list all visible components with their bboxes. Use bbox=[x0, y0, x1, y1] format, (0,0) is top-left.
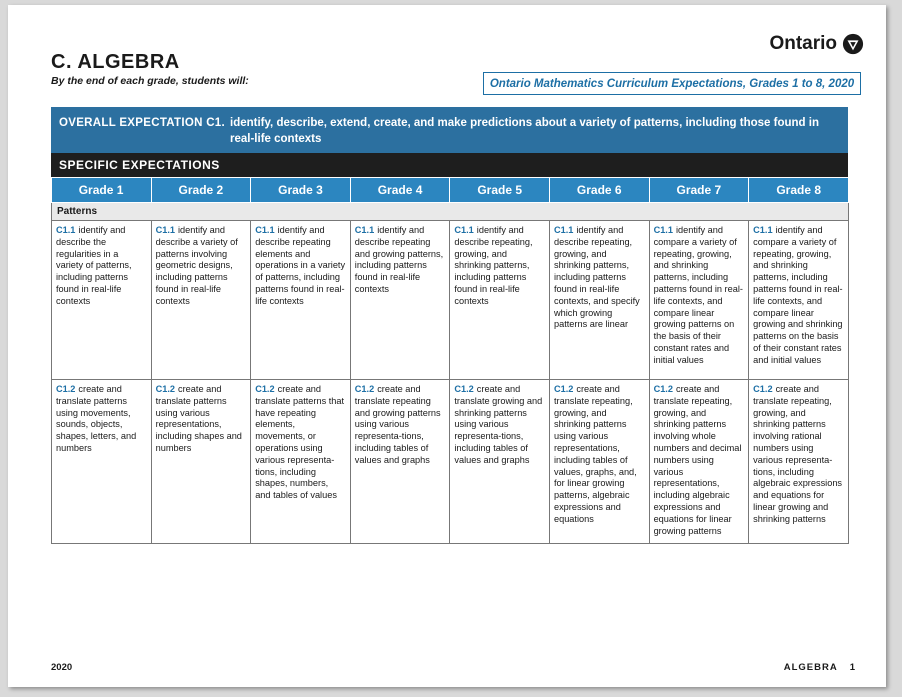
expectation-text: create and translate repeating, growing, and shrinking patterns involving rational numbers using various representa-tions, including algebraic expressions and equations for linear growing and shrinking patterns bbox=[753, 384, 843, 524]
expectation-text: identify and compare a variety of repeating, growing, and shrinking patterns, including patterns found in real-life contexts, and compare linear growing patterns on the basis of their constant rates and initial values bbox=[653, 225, 743, 365]
expectation-text: identify and describe repeating, growing, and shrinking patterns, including patterns found in real-life contexts, and specify which growing patterns are linear bbox=[553, 225, 640, 330]
footer-year: 2020 bbox=[51, 662, 73, 673]
expectations-table bbox=[51, 178, 849, 544]
footer-page-number: 1 bbox=[849, 662, 856, 673]
grade-header-row bbox=[52, 178, 849, 203]
ontario-logo bbox=[769, 33, 864, 55]
expectation-code: C1.2 bbox=[653, 384, 673, 394]
logo-text: Ontario bbox=[769, 33, 837, 54]
table-cell bbox=[151, 221, 251, 380]
expectation-text: create and translate patterns using movements, sounds, objects, shapes, letters, and numbers bbox=[56, 384, 137, 453]
table-cell bbox=[251, 221, 351, 380]
expectation-code: C1.1 bbox=[155, 225, 176, 235]
grade-header: Grade 2 bbox=[151, 178, 251, 203]
table-cell bbox=[649, 221, 749, 380]
overall-expectation-text: identify, describe, extend, create, and make predictions about a variety of patterns, including those found in real-life contexts bbox=[230, 117, 819, 145]
expectation-code: C1.1 bbox=[553, 225, 574, 235]
footer-section-name: ALGEBRA bbox=[783, 662, 838, 673]
table-cell bbox=[251, 380, 351, 544]
expectation-text: identify and describe the regularities in a variety of patterns, including patterns found in real-life contexts bbox=[56, 225, 132, 306]
expectation-text: create and translate repeating and growing patterns using various representa-tions, including tables of values and graphs bbox=[354, 384, 441, 465]
table-cell bbox=[649, 380, 749, 544]
table-cell bbox=[52, 380, 152, 544]
grade-header: Grade 6 bbox=[549, 178, 649, 203]
grade-header: Grade 4 bbox=[350, 178, 450, 203]
table-cell bbox=[549, 380, 649, 544]
overall-expectation-lead: OVERALL EXPECTATION C1. bbox=[59, 117, 226, 129]
table-cell bbox=[52, 221, 152, 380]
grade-header: Grade 3 bbox=[251, 178, 351, 203]
expectation-code: C1.2 bbox=[255, 384, 275, 394]
page-title: C. ALGEBRA bbox=[51, 51, 180, 73]
expectation-code: C1.2 bbox=[155, 384, 176, 394]
expectation-code: C1.2 bbox=[454, 384, 474, 394]
table-cell bbox=[749, 380, 849, 544]
expectation-code: C1.2 bbox=[354, 384, 375, 394]
expectation-text: identify and describe a variety of patterns involving geometric designs, including patterns found in real-life contexts bbox=[155, 225, 238, 306]
expectation-code: C1.1 bbox=[454, 225, 474, 235]
table-row bbox=[52, 380, 849, 544]
strand-row bbox=[52, 203, 849, 221]
page-subtitle: By the end of each grade, students will: bbox=[51, 75, 249, 87]
table-cell bbox=[151, 380, 251, 544]
table-cell bbox=[549, 221, 649, 380]
expectation-code: C1.1 bbox=[653, 225, 673, 235]
expectation-code: C1.2 bbox=[553, 384, 574, 394]
grade-header: Grade 1 bbox=[52, 178, 152, 203]
expectation-code: C1.1 bbox=[255, 225, 275, 235]
document-page bbox=[8, 5, 886, 687]
expectation-text: create and translate patterns that have repeating elements, movements, or operations using various representa-tions, including shapes, numbers, and tables of values bbox=[255, 384, 345, 501]
grade-header: Grade 5 bbox=[450, 178, 550, 203]
expectation-code: C1.1 bbox=[753, 225, 773, 235]
table-cell bbox=[350, 221, 450, 380]
expectation-code: C1.1 bbox=[56, 225, 76, 235]
grade-header: Grade 7 bbox=[649, 178, 749, 203]
ontario-trillium-icon bbox=[842, 33, 864, 55]
table-cell bbox=[350, 380, 450, 544]
specific-expectations-heading: SPECIFIC EXPECTATIONS bbox=[51, 153, 848, 177]
expectation-text: identify and compare a variety of repeating, growing, and shrinking patterns, including patterns found in real-life contexts, and compare linear growing and shrinking patterns on the basis of their constant rates and initial values bbox=[753, 225, 843, 365]
expectation-text: create and translate repeating, growing, and shrinking patterns using various representations, including tables of values, graphs, and, for linear growing patterns, algebraic expressions and equations bbox=[553, 384, 637, 524]
expectation-text: create and translate growing and shrinking patterns using various representa-tions, including tables of values and graphs bbox=[454, 384, 543, 465]
expectation-text: identify and describe repeating and growing patterns, including patterns found in real-life contexts bbox=[354, 225, 444, 294]
table-cell bbox=[450, 221, 550, 380]
expectation-code: C1.1 bbox=[354, 225, 375, 235]
source-label: Ontario Mathematics Curriculum Expectations, Grades 1 to 8, 2020 bbox=[483, 72, 861, 95]
expectation-code: C1.2 bbox=[56, 384, 76, 394]
footer-section bbox=[784, 662, 856, 673]
expectation-code: C1.2 bbox=[753, 384, 773, 394]
table-cell bbox=[749, 221, 849, 380]
expectation-text: identify and describe repeating, growing, and shrinking patterns, including patterns found in real-life contexts bbox=[454, 225, 533, 306]
table-cell bbox=[450, 380, 550, 544]
strand-label: Patterns bbox=[52, 203, 849, 221]
grade-header: Grade 8 bbox=[749, 178, 849, 203]
expectation-text: create and translate repeating, growing, and shrinking patterns involving whole numbers and decimal numbers using various representations, including algebraic expressions and equations for linear growing patterns bbox=[653, 384, 742, 536]
expectation-text: create and translate patterns using various representations, including shapes and numbers bbox=[155, 384, 242, 453]
overall-expectation bbox=[51, 107, 848, 153]
table-row bbox=[52, 221, 849, 380]
expectation-text: identify and describe repeating elements and operations in a variety of patterns, including patterns found in real-life contexts bbox=[255, 225, 346, 306]
